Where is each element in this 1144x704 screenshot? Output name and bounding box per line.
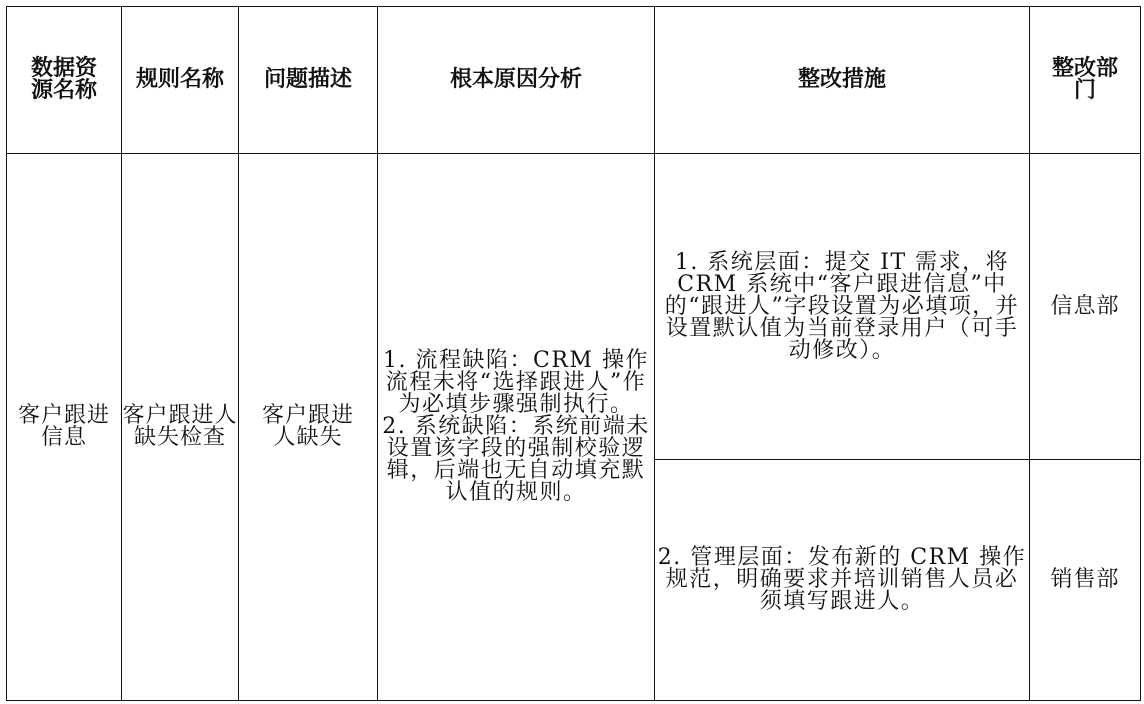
- cell-rule-name: 客户跟进人缺失检查: [122, 154, 239, 701]
- cell-department-info: 信息部: [1030, 154, 1141, 460]
- header-remediation-measures: 整改措施: [655, 7, 1030, 154]
- cell-department-sales: 销售部: [1030, 460, 1141, 701]
- table-row: [7, 154, 1141, 460]
- cell-measure-system: 1. 系统层面：提交 IT 需求，将 CRM 系统中“客户跟进信息”中的“跟进人”字段设置为必填项，并设置默认值为当前登录用户（可手动修改）。: [655, 154, 1030, 460]
- table-header-row: [7, 7, 1141, 154]
- root-cause-item-1: 1. 流程缺陷：CRM 操作流程未将“选择跟进人”作为必填步骤强制执行。: [383, 348, 649, 417]
- root-cause-item-2: 2. 系统缺陷：系统前端未设置该字段的强制校验逻辑，后端也无自动填充默认值的规则。: [382, 414, 650, 505]
- document-page: [6, 6, 1140, 700]
- header-remediation-department: 整改部门: [1030, 7, 1141, 154]
- cell-data-source-name: 客户跟进信息: [7, 154, 122, 701]
- header-root-cause-analysis: 根本原因分析: [378, 7, 655, 154]
- header-problem-description: 问题描述: [239, 7, 378, 154]
- cell-measure-management: 2. 管理层面：发布新的 CRM 操作规范，明确要求并培训销售人员必须填写跟进人。: [655, 460, 1030, 701]
- data-quality-issue-table: [6, 6, 1141, 701]
- cell-problem-description: 客户跟进人缺失: [239, 154, 378, 701]
- header-rule-name: 规则名称: [122, 7, 239, 154]
- header-data-source-name: 数据资源名称: [7, 7, 122, 154]
- cell-root-cause-analysis: [378, 154, 655, 701]
